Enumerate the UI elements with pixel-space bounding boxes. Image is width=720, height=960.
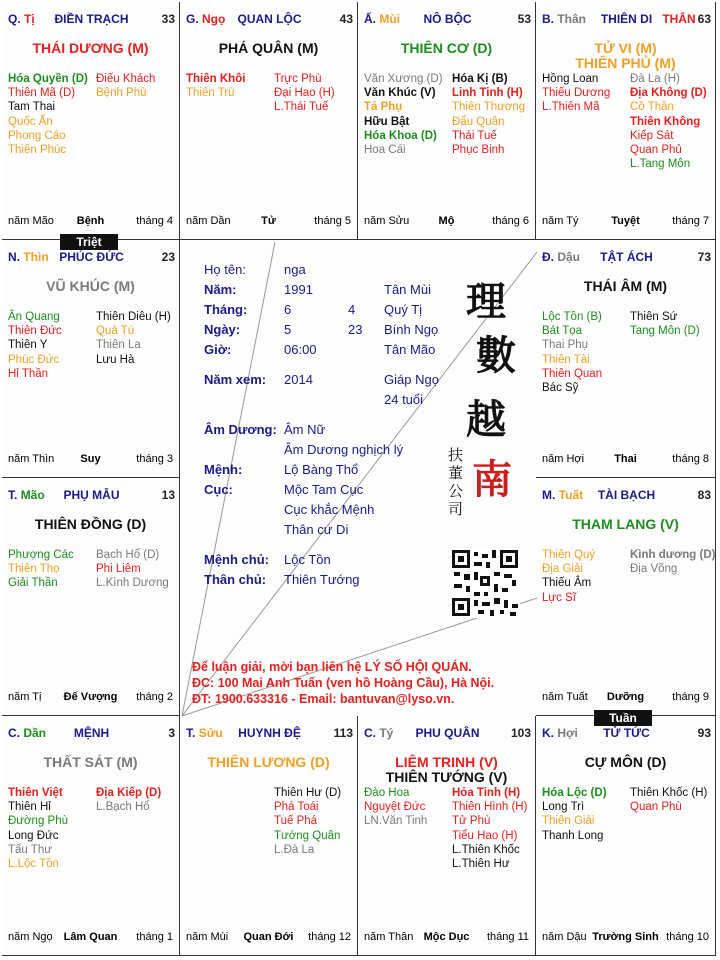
palace-number-value: 23: [161, 250, 175, 264]
minor-star: Thiên Trù: [186, 87, 235, 100]
month-lunar: 4: [348, 302, 356, 317]
palace-name: NÔ BỘC: [423, 12, 472, 26]
minor-star: Đại Hao (H): [274, 87, 335, 100]
minor-star: Địa Võng: [630, 563, 678, 576]
triet-tag: Triệt: [60, 234, 118, 250]
lunar-month: tháng 6: [492, 215, 529, 227]
life-stage: Quan Đới: [243, 931, 294, 943]
minor-star: Đường Phù: [8, 815, 68, 828]
chart-info-panel: [180, 240, 536, 716]
palace-name: PHU QUÂN: [415, 726, 480, 740]
limit-year: năm Ngọ: [8, 931, 53, 943]
minor-star: Tử Phù: [452, 815, 491, 828]
life-stage: Mộ: [438, 215, 455, 227]
minor-star: L.Đà La: [274, 843, 315, 856]
seal-small-text: 扶董公司: [448, 446, 464, 518]
minor-star: Hóa Khoa (D): [364, 129, 437, 142]
year-canchi: Tân Mùi: [384, 282, 431, 297]
minor-star: Thai Phụ: [542, 339, 589, 352]
than-chu-value: Thiên Tướng: [284, 572, 360, 587]
palace-stem: Q.: [8, 12, 21, 26]
main-star: THIÊN LƯƠNG (D): [207, 754, 330, 770]
palace-earthly-branch: Hợi: [557, 726, 578, 740]
minor-star: Long Trì: [542, 801, 585, 814]
life-stage: Lâm Quan: [63, 931, 118, 943]
lunar-month: tháng 11: [486, 931, 529, 943]
minor-star: Nguyệt Đức: [364, 801, 426, 814]
main-star: CỰ MÔN (D): [584, 754, 667, 770]
minor-star: Lộc Tồn (B): [542, 311, 602, 323]
name-label: Họ tên:: [204, 262, 246, 277]
palace-name: THIÊN DI: [600, 12, 653, 26]
menh-chu-label: Mệnh chủ:: [204, 552, 269, 567]
minor-star: Thiên Thọ: [8, 563, 60, 576]
minor-star: Hóa Kị (B): [452, 73, 508, 85]
palace-stem: N.: [8, 250, 20, 264]
limit-year: năm Sửu: [364, 215, 410, 227]
minor-star: Quan Phủ: [630, 144, 682, 157]
palace-stem: M.: [542, 488, 556, 502]
palace-name: TỬ TỨC: [603, 726, 650, 740]
view-year-canchi: Giáp Ngọ: [384, 372, 439, 387]
palace-name: TẬT ÁCH: [600, 250, 653, 264]
minor-star: Hữu Bật: [364, 115, 410, 128]
minor-star: Thiên Quý: [542, 549, 596, 561]
minor-star: L.Tang Môn: [630, 158, 691, 171]
cuc-relation: Cục khắc Mệnh: [284, 502, 375, 517]
minor-star: L.Thiên Mã: [542, 101, 600, 114]
main-star: THIÊN PHỦ (M): [575, 55, 676, 71]
cuc-label: Cục:: [204, 482, 233, 497]
minor-star: L.Bạch Hổ: [96, 801, 150, 814]
palace-name: TÀI BẠCH: [597, 488, 656, 502]
lunar-month: tháng 1: [136, 931, 173, 943]
month-label: Tháng:: [204, 302, 248, 317]
hour-value: 06:00: [284, 342, 317, 357]
minor-star: Kiếp Sát: [630, 129, 674, 142]
main-star: LIÊM TRINH (V): [395, 754, 498, 770]
minor-star: Trực Phù: [274, 73, 322, 85]
year-label: Năm:: [204, 282, 237, 297]
limit-year: năm Hợi: [542, 453, 585, 465]
than-cu: Thân cư Di: [284, 522, 349, 537]
palace-number-value: 43: [339, 12, 353, 26]
minor-star: Tiểu Hao (H): [452, 829, 518, 842]
palace-name: PHỤ MẪU: [63, 488, 120, 502]
minor-star: Thái Tuế: [452, 129, 497, 142]
palace-number-value: 63: [697, 12, 711, 26]
palace-number-value: 33: [161, 12, 175, 26]
minor-star: L.Thiên Khốc: [452, 843, 520, 856]
palace-earthly-branch: Tuất: [558, 488, 584, 502]
minor-star: Phúc Đức: [8, 353, 60, 366]
day-lunar: 23: [348, 322, 363, 337]
view-year-value: 2014: [284, 372, 313, 387]
day-canchi: Bính Ngọ: [384, 322, 439, 337]
palace-stem: Đ.: [542, 250, 554, 264]
palace-earthly-branch: Mùi: [379, 12, 401, 26]
cuc-value: Mộc Tam Cục: [284, 482, 364, 497]
minor-star: Thiên Mã (D): [8, 87, 76, 100]
lunar-month: tháng 12: [308, 931, 351, 943]
palace-earthly-branch: Thìn: [23, 250, 49, 264]
month-value: 6: [284, 302, 292, 317]
lunar-month: tháng 3: [136, 453, 173, 465]
lunar-month: tháng 2: [136, 691, 173, 703]
minor-star: L.Lộc Tồn: [8, 858, 59, 871]
life-stage: Tuyệt: [611, 215, 640, 227]
minor-star: Bệnh Phù: [96, 87, 147, 100]
life-stage: Dưỡng: [606, 691, 645, 703]
minor-star: Thiếu Âm: [542, 577, 592, 590]
than-marker: THÂN: [662, 12, 696, 26]
limit-year: năm Tuất: [542, 691, 588, 703]
lunar-month: tháng 8: [672, 453, 709, 465]
am-duong-value: Âm Nữ: [284, 422, 326, 437]
minor-star: Văn Xương (D): [364, 73, 443, 85]
main-star: THIÊN CƠ (D): [400, 40, 493, 56]
minor-star: Thiên Việt: [8, 787, 63, 799]
minor-star: Thiên Đức: [8, 325, 62, 338]
minor-star: Thiên Tài: [542, 353, 590, 366]
minor-star: Long Đức: [8, 829, 59, 842]
minor-star: Thiên Khốc (H): [630, 787, 708, 799]
am-duong-label: Âm Dương:: [204, 422, 277, 437]
minor-star: Quan Phù: [630, 801, 682, 814]
minor-star: Bạch Hổ (D): [96, 549, 160, 561]
palace-earthly-branch: Tý: [379, 726, 394, 740]
minor-star: Tướng Quân: [274, 829, 341, 842]
palace-number-value: 93: [697, 726, 711, 740]
limit-year: năm Tý: [542, 215, 579, 227]
minor-star: Thiên Quan: [542, 367, 603, 380]
minor-star: Hoa Cái: [364, 144, 406, 157]
minor-star: Thiên Y: [8, 339, 48, 352]
minor-star: Tang Môn (D): [630, 325, 700, 338]
am-duong-relation: Âm Dương nghịch lý: [284, 442, 404, 457]
minor-star: Điếu Khách: [96, 73, 156, 85]
minor-star: Quốc Ấn: [8, 115, 53, 128]
palace-name: ĐIỀN TRẠCH: [54, 12, 129, 26]
minor-star: Giải Thần: [8, 577, 58, 590]
main-star: THAM LANG (V): [572, 516, 679, 532]
minor-star: Bác Sỹ: [542, 382, 579, 395]
main-star: THÁI ÂM (M): [583, 278, 668, 294]
minor-star: Thiên Thương: [452, 101, 526, 114]
palace-number-value: 13: [161, 488, 175, 502]
view-year-label: Năm xem:: [204, 372, 267, 387]
limit-year: năm Tị: [8, 691, 42, 703]
palace-stem: Ấ.: [364, 12, 376, 26]
limit-year: năm Thân: [364, 931, 414, 943]
palace-number-value: 3: [168, 726, 175, 740]
main-star: THIÊN TƯỚNG (V): [385, 769, 508, 785]
minor-star: L.Kình Dương: [96, 577, 169, 590]
minor-star: Lực Sĩ: [542, 591, 576, 604]
life-stage: Trường Sinh: [592, 931, 659, 943]
main-star: THIÊN ĐỒNG (D): [34, 516, 147, 532]
minor-star: Thiên Không: [630, 115, 701, 128]
limit-year: năm Mão: [8, 215, 54, 227]
contact-address: ĐC: 100 Mai Anh Tuấn (ven hồ Hoàng Cầu), Hà Nội.: [192, 676, 495, 690]
minor-star: Tuế Phá: [274, 815, 318, 828]
minor-star: Hồng Loan: [542, 73, 599, 85]
palace-stem: B.: [542, 12, 554, 26]
day-label: Ngày:: [204, 322, 241, 337]
palace-name: MỆNH: [73, 726, 110, 740]
minor-star: Linh Tinh (H): [452, 87, 523, 100]
minor-star: Thiên Diêu (H): [96, 311, 171, 323]
year-value: 1991: [284, 282, 313, 297]
minor-star: Hỏa Tinh (H): [452, 787, 521, 799]
minor-star: LN.Văn Tinh: [364, 815, 428, 828]
qr-code-icon: [450, 548, 520, 618]
minor-star: Thanh Long: [542, 829, 604, 842]
palace-name: PHÚC ĐỨC: [59, 250, 124, 264]
palace-stem: K.: [542, 726, 554, 740]
minor-star: Phá Toái: [274, 801, 319, 814]
menh-chu-value: Lộc Tồn: [284, 552, 331, 567]
palace-number-value: 83: [697, 488, 711, 502]
seal-char-3: 越: [466, 396, 506, 443]
limit-year: năm Thìn: [8, 453, 55, 465]
main-star: TỬ VI (M): [594, 40, 657, 56]
palace-earthly-branch: Mão: [20, 488, 45, 502]
than-chu-label: Thân chủ:: [204, 572, 267, 587]
limit-year: năm Mùi: [186, 931, 229, 943]
palace-stem: C.: [364, 726, 376, 740]
palace-earthly-branch: Dần: [23, 726, 47, 740]
tuan-tag: Tuần: [594, 710, 652, 726]
day-value: 5: [284, 322, 292, 337]
life-stage: Suy: [80, 453, 101, 465]
minor-star: Địa Giải: [542, 563, 583, 576]
contact-line-1: Để luận giải, mời bạn liên hệ LÝ SỐ HỘI QUÁN.: [192, 660, 472, 674]
palace-name: HUYNH ĐỆ: [238, 726, 301, 740]
palace-name: QUAN LỘC: [237, 12, 302, 26]
minor-star: Thiên Hỉ: [8, 801, 51, 814]
month-canchi: Quý Tị: [384, 302, 423, 317]
minor-star: Thiên Phúc: [8, 144, 67, 157]
palace-earthly-branch: Tị: [24, 12, 35, 26]
limit-year: năm Dần: [186, 215, 231, 227]
life-stage: Bệnh: [76, 215, 105, 227]
main-star: THÁI DƯƠNG (M): [32, 40, 149, 56]
palace-stem: G.: [186, 12, 199, 26]
minor-star: Phục Binh: [452, 144, 505, 157]
minor-star: Đẩu Quân: [452, 115, 505, 128]
life-stage: Đế Vượng: [63, 691, 118, 703]
minor-star: Hóa Lộc (D): [542, 787, 607, 799]
life-stage: Tử: [261, 215, 276, 227]
palace-earthly-branch: Thân: [557, 12, 587, 26]
minor-star: Hóa Quyền (D): [8, 73, 88, 85]
life-stage: Thai: [614, 453, 637, 465]
minor-star: Kình dương (D): [630, 549, 716, 561]
minor-star: Thiên Hư (D): [274, 787, 342, 799]
minor-star: Thiên Sứ: [630, 311, 678, 323]
minor-star: Ân Quang: [8, 311, 60, 323]
minor-star: Thiên Hình (H): [452, 801, 528, 814]
minor-star: Quả Tú: [96, 325, 135, 338]
palace-number-value: 53: [517, 12, 531, 26]
palace-number-value: 113: [333, 726, 353, 740]
minor-star: Phi Liêm: [96, 563, 141, 576]
minor-star: Tả Phụ: [364, 101, 403, 114]
palace-number-value: 103: [510, 726, 531, 740]
life-stage: Mộc Dục: [423, 931, 470, 943]
minor-star: L.Thái Tuế: [274, 101, 329, 114]
minor-star: Địa Không (D): [630, 87, 707, 100]
minor-star: Phượng Các: [8, 549, 74, 561]
limit-year: năm Dậu: [542, 931, 587, 943]
minor-star: Tấu Thư: [8, 843, 52, 856]
minor-star: Thiên La: [96, 339, 141, 352]
minor-star: Bát Tọa: [542, 325, 583, 338]
minor-star: L.Thiên Hư: [452, 858, 510, 871]
menh-label: Mệnh:: [204, 462, 243, 477]
minor-star: Đà La (H): [630, 73, 680, 85]
minor-star: Tam Thai: [8, 101, 56, 114]
palace-earthly-branch: Ngọ: [202, 12, 226, 26]
palace-stem: C.: [8, 726, 20, 740]
minor-star: Đào Hoa: [364, 787, 410, 799]
palace-earthly-branch: Sửu: [198, 726, 223, 740]
lunar-month: tháng 9: [672, 691, 709, 703]
palace-earthly-branch: Dậu: [557, 250, 581, 264]
lunar-month: tháng 10: [666, 931, 709, 943]
minor-star: Thiên Giải: [542, 815, 595, 828]
palace-stem: T.: [8, 488, 18, 502]
palace-stem: T.: [186, 726, 196, 740]
main-star: VŨ KHÚC (M): [46, 278, 135, 294]
lunar-month: tháng 7: [672, 215, 709, 227]
main-star: THẤT SÁT (M): [43, 754, 138, 770]
minor-star: Văn Khúc (V): [364, 87, 436, 100]
lunar-month: tháng 5: [314, 215, 351, 227]
name-value: nga: [284, 262, 306, 277]
hour-label: Giờ:: [204, 342, 232, 357]
age-value: 24 tuổi: [384, 392, 424, 407]
lunar-month: tháng 4: [136, 215, 173, 227]
hour-canchi: Tân Mão: [384, 342, 436, 357]
seal-char-1: 理: [466, 278, 506, 325]
seal-char-4: 南: [472, 456, 512, 503]
minor-star: Thiếu Dương: [542, 87, 611, 100]
palace-number-value: 73: [697, 250, 711, 264]
minor-star: Hỉ Thần: [8, 367, 49, 380]
minor-star: Phong Cáo: [8, 129, 66, 142]
minor-star: Lưu Hà: [96, 353, 135, 366]
minor-star: Địa Kiếp (D): [96, 787, 162, 799]
contact-phone-email: ĐT: 1900.633316 - Email: bantuvan@lyso.vn.: [192, 692, 455, 706]
minor-star: Cô Thần: [630, 101, 674, 114]
main-star: PHÁ QUÂN (M): [218, 40, 319, 56]
menh-value: Lộ Bàng Thổ: [284, 462, 359, 477]
seal-char-2: 數: [476, 332, 516, 379]
minor-star: Thiên Khôi: [186, 73, 246, 85]
